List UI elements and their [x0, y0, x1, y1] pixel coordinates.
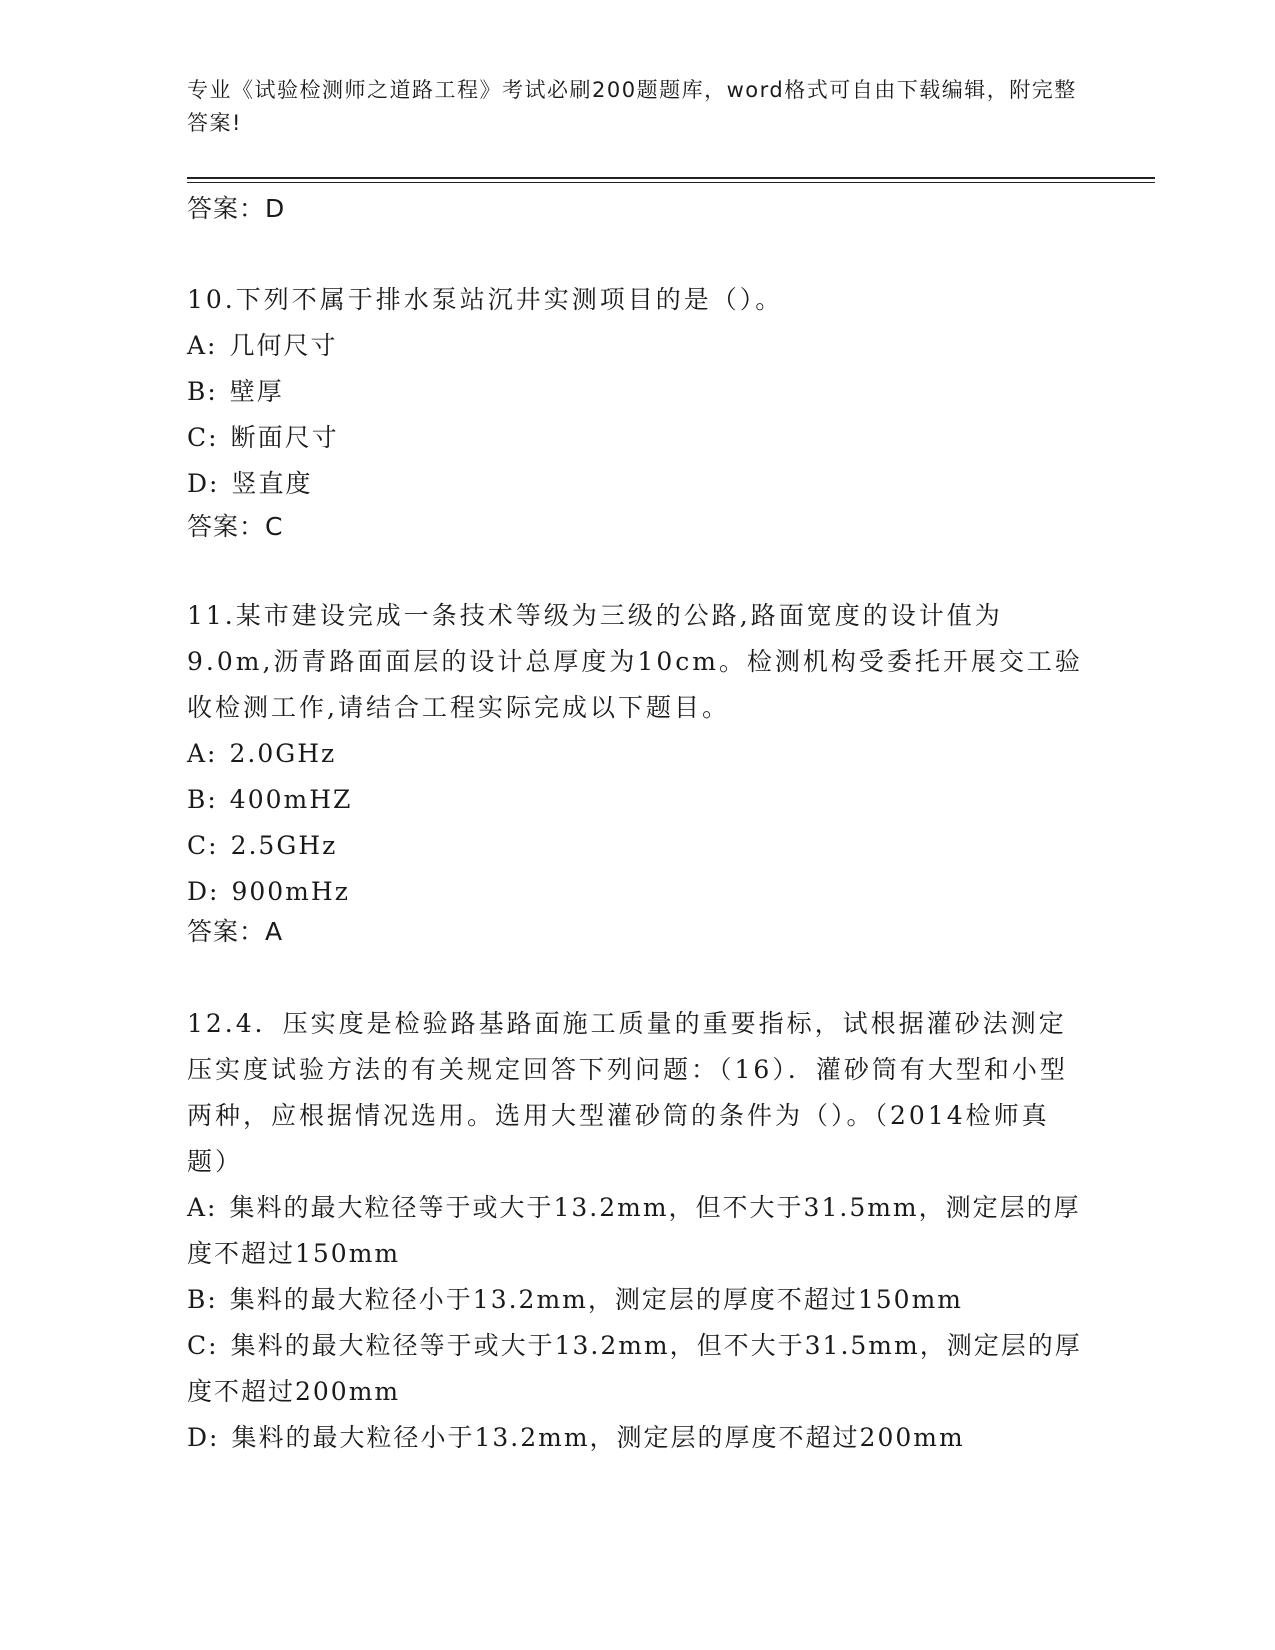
option-text: 壁厚: [229, 377, 284, 406]
option-letter: D:: [187, 877, 220, 906]
option-letter: C:: [187, 423, 219, 452]
option-letter: A:: [187, 1193, 218, 1222]
document-header: 专业《试验检测师之道路工程》考试必刷200题题库，word格式可自由下载编辑，附完整答案!: [187, 78, 1077, 135]
option-letter: C:: [187, 1331, 219, 1360]
option-letter: A:: [187, 331, 218, 360]
option-text: 集料的最大粒径等于或大于13.2mm，但不大于31.5mm，测定层的厚度不超过150mm: [187, 1193, 1081, 1268]
option-c: [187, 823, 1087, 869]
question-11: [187, 593, 1087, 915]
question-10: [187, 277, 1087, 507]
option-text: 900mHz: [231, 877, 350, 906]
option-text: 竖直度: [231, 469, 313, 498]
option-d: [187, 1415, 1087, 1461]
question-12: [187, 1001, 1087, 1461]
option-text: 集料的最大粒径等于或大于13.2mm，但不大于31.5mm，测定层的厚度不超过200mm: [187, 1331, 1082, 1406]
option-text: 几何尺寸: [229, 331, 338, 360]
option-a: [187, 1185, 1087, 1277]
option-letter: D:: [187, 469, 220, 498]
option-d: [187, 461, 1087, 507]
answer-previous: 答案：D: [187, 194, 286, 223]
question-stem: 11.某市建设完成一条技术等级为三级的公路,路面宽度的设计值为9.0m,沥青路面面层的设计总厚度为10cm。检测机构受委托开展交工验收检测工作,请结合工程实际完成以下题目。: [187, 601, 1083, 722]
option-a: [187, 323, 1087, 369]
question-stem: 12.4．压实度是检验路基路面施工质量的重要指标，试根据灌砂法测定压实度试验方法的有关规定回答下列问题：（16）．灌砂筒有大型和小型两种，应根据情况选用。选用大型灌砂筒的条件为（）。（2014检师真题）: [187, 1009, 1068, 1176]
option-letter: A:: [187, 739, 218, 768]
option-b: [187, 1277, 1087, 1323]
option-letter: D:: [187, 1423, 220, 1452]
header-rule-thin: [187, 182, 1155, 183]
option-letter: B:: [187, 377, 218, 406]
option-letter: C:: [187, 831, 219, 860]
header-rule-thick: [187, 177, 1155, 179]
option-b: [187, 777, 1087, 823]
option-a: [187, 731, 1087, 777]
option-letter: B:: [187, 1285, 218, 1314]
option-text: 2.0GHz: [229, 739, 337, 768]
answer-question-10: 答案：C: [187, 512, 284, 541]
option-letter: B:: [187, 785, 218, 814]
option-text: 断面尺寸: [230, 423, 339, 452]
question-stem: 10.下列不属于排水泵站沉井实测项目的是（）。: [187, 285, 784, 314]
option-b: [187, 369, 1087, 415]
option-d: [187, 869, 1087, 915]
option-text: 集料的最大粒径小于13.2mm，测定层的厚度不超过200mm: [231, 1423, 965, 1452]
option-c: [187, 1323, 1087, 1415]
option-text: 2.5GHz: [230, 831, 338, 860]
answer-question-11: 答案：A: [187, 917, 284, 946]
option-text: 400mHZ: [229, 785, 353, 814]
option-text: 集料的最大粒径小于13.2mm，测定层的厚度不超过150mm: [229, 1285, 964, 1314]
option-c: [187, 415, 1087, 461]
